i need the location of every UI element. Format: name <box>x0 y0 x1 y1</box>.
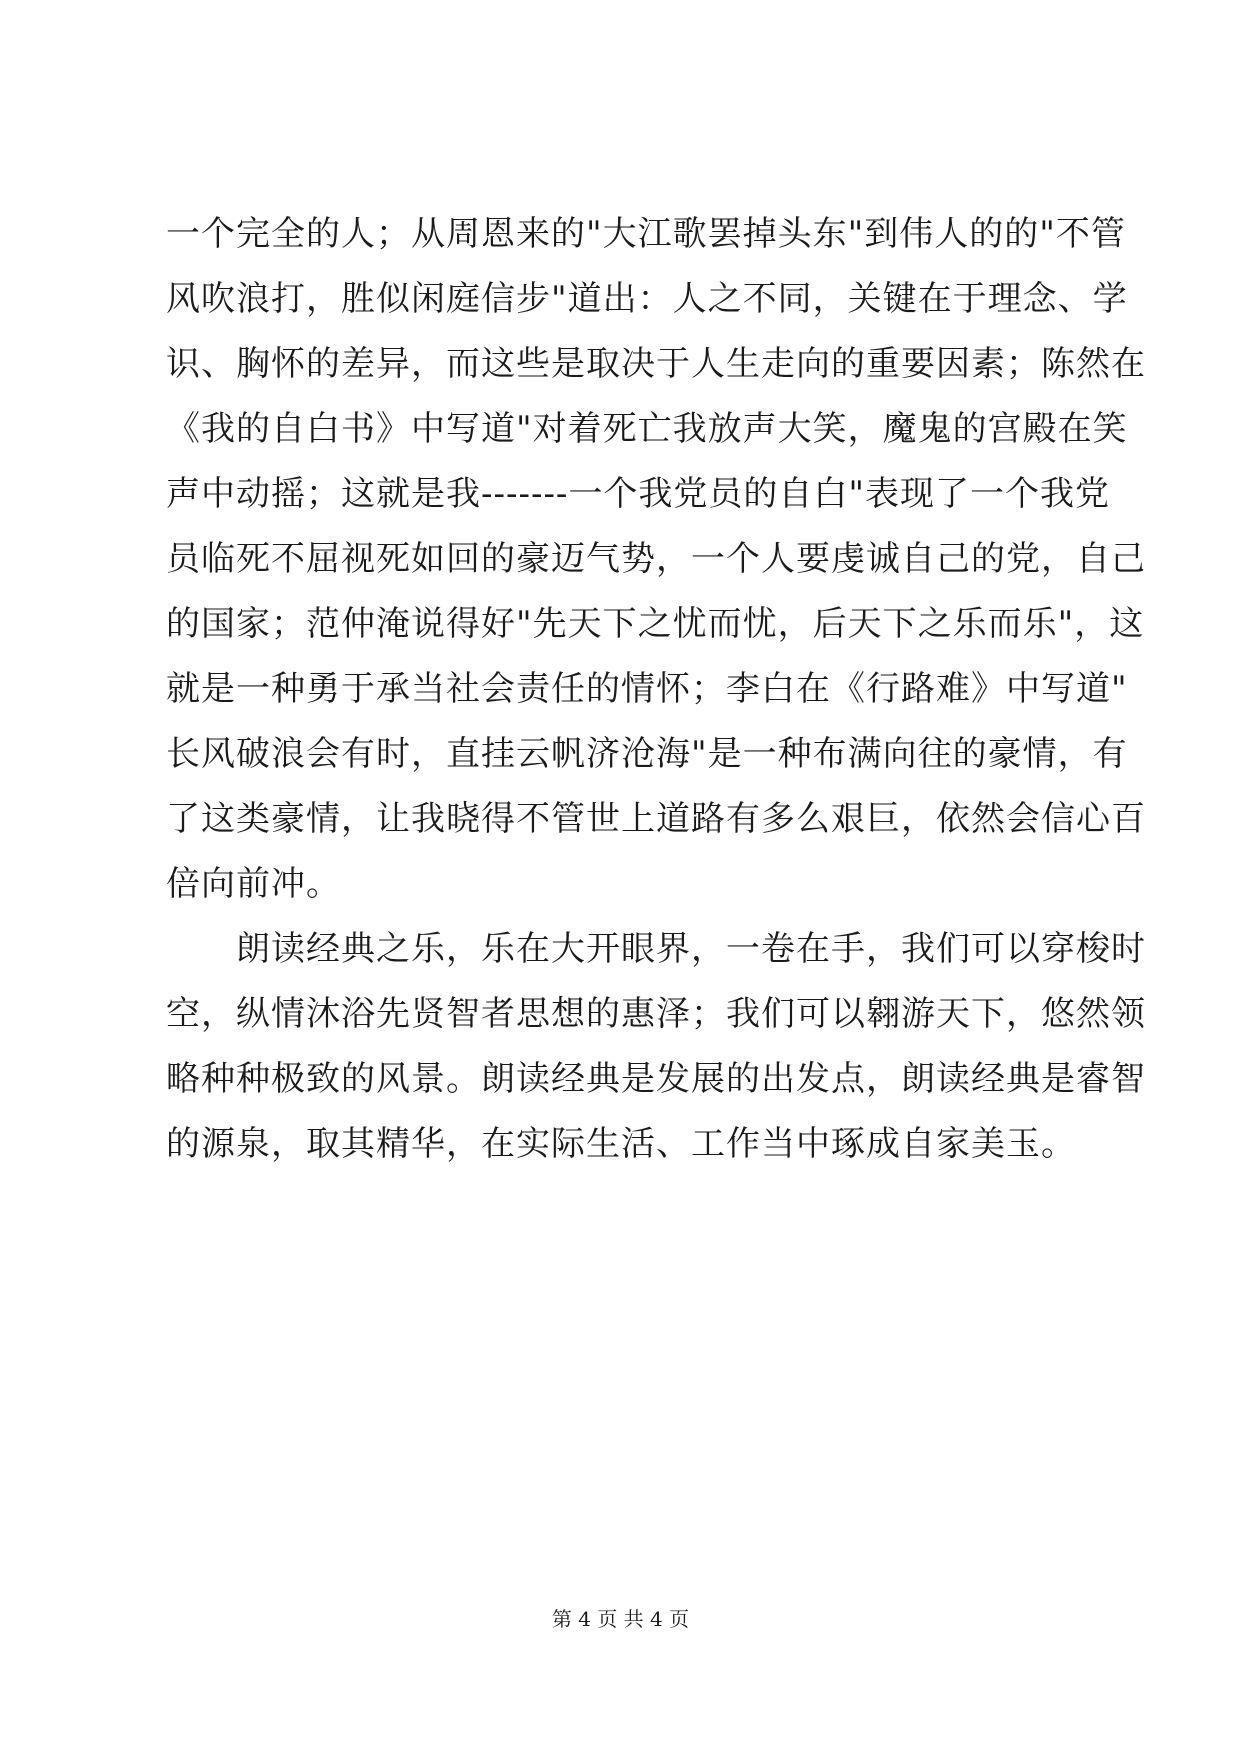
document-body <box>166 202 1146 1177</box>
text-line: 风吹浪打，胜似闲庭信步"道出：人之不同，关键在于理念、学 <box>166 279 1128 319</box>
text-line: 就是一种勇于承当社会责任的情怀；李白在《行路难》中写道" <box>166 669 1128 709</box>
text-line: 长风破浪会有时，直挂云帆济沧海"是一种布满向往的豪情，有 <box>166 734 1128 774</box>
text-line: 员临死不屈视死如回的豪迈气势，一个人要虔诚自己的党，自己 <box>166 539 1146 579</box>
text-line: 朗读经典之乐，乐在大开眼界，一卷在手，我们可以穿梭时 <box>166 929 1146 969</box>
text-line: 《我的自白书》中写道"对着死亡我放声大笑，魔鬼的宫殿在笑 <box>166 409 1128 449</box>
text-line: 了这类豪情，让我晓得不管世上道路有多么艰巨，依然会信心百 <box>166 799 1146 839</box>
text-line: 识、胸怀的差异，而这些是取决于人生走向的重要因素；陈然在 <box>166 344 1146 384</box>
text-line: 一个完全的人；从周恩来的"大江歌罢掉头东"到伟人的的"不管 <box>166 214 1126 254</box>
text-line: 倍向前冲。 <box>166 864 341 904</box>
page-number-footer: 第 4 页 共 4 页 <box>551 1607 690 1631</box>
text-line: 空，纵情沐浴先贤智者思想的惠泽；我们可以翱游天下，悠然领 <box>166 994 1146 1034</box>
text-line: 略种种极致的风景。朗读经典是发展的出发点，朗读经典是睿智 <box>166 1059 1146 1099</box>
text-line: 声中动摇；这就是我-------一个我党员的自白"表现了一个我党 <box>166 474 1111 514</box>
text-line: 的源泉，取其精华，在实际生活、工作当中琢成自家美玉。 <box>166 1124 1076 1164</box>
text-line: 的国家；范仲淹说得好"先天下之忧而忧，后天下之乐而乐"，这 <box>166 604 1145 644</box>
